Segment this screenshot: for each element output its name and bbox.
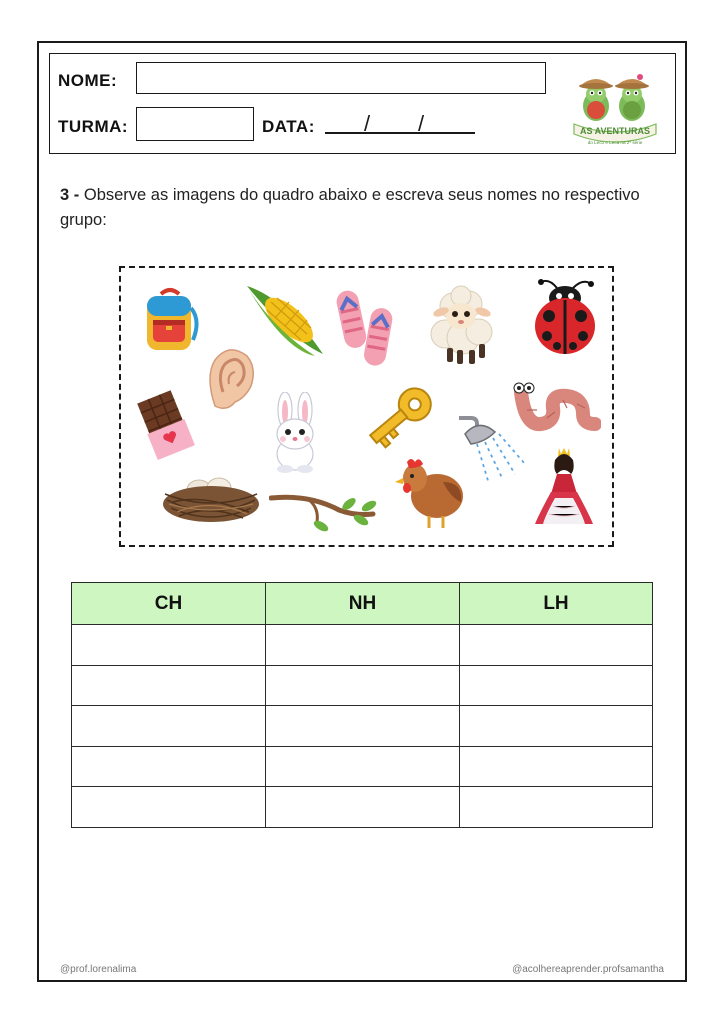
exercise-instruction: [60, 183, 660, 233]
rabbit-icon: [263, 392, 327, 474]
answer-cell-lh[interactable]: [460, 665, 653, 706]
date-label: DATA:: [262, 117, 315, 136]
date-field[interactable]: [325, 132, 475, 134]
table-row: [72, 787, 653, 828]
instruction-text: Observe as imagens do quadro abaixo e escreva seus nomes no respectivo grupo:: [60, 186, 640, 229]
adventures-logo: [572, 60, 658, 150]
table-row: [72, 746, 653, 787]
exercise-number: 3 -: [60, 186, 80, 204]
nest-icon: [159, 464, 263, 528]
class-field[interactable]: [136, 107, 254, 141]
date-slash: /: [418, 111, 425, 136]
corn-icon: [245, 280, 329, 360]
class-label: TURMA:: [58, 117, 129, 136]
answer-cell-nh[interactable]: [266, 665, 460, 706]
backpack-icon: [139, 286, 201, 352]
answer-cell-nh[interactable]: [266, 625, 460, 666]
answer-cell-nh[interactable]: [266, 706, 460, 747]
answer-cell-ch[interactable]: [72, 787, 266, 828]
column-header-ch: CH: [72, 583, 266, 625]
ladybug-icon: [527, 276, 603, 356]
footer-credit-right: @acolhereaprender.profsamantha: [512, 964, 664, 975]
logo-title: AS AVENTURAS: [579, 126, 651, 136]
answer-cell-ch[interactable]: [72, 665, 266, 706]
answer-cell-ch[interactable]: [72, 625, 266, 666]
key-icon: [361, 376, 441, 456]
table-row: [72, 625, 653, 666]
date-slash: /: [364, 111, 371, 136]
sheep-icon: [423, 284, 501, 366]
answer-cell-ch[interactable]: [72, 746, 266, 787]
flip-flops-icon: [335, 286, 399, 372]
name-field[interactable]: [136, 62, 546, 94]
ear-icon: [205, 346, 257, 416]
column-header-lh: LH: [460, 583, 653, 625]
logo-subtitle: do Leco e Leca na 2ª série: [587, 140, 643, 145]
hen-icon: [395, 452, 467, 532]
answer-cell-lh[interactable]: [460, 746, 653, 787]
queen-icon: [533, 444, 595, 528]
answer-cell-ch[interactable]: [72, 706, 266, 747]
student-info-header: [49, 53, 676, 154]
answer-cell-lh[interactable]: [460, 787, 653, 828]
answer-cell-nh[interactable]: [266, 746, 460, 787]
answer-cell-nh[interactable]: [266, 787, 460, 828]
worm-icon: [511, 378, 601, 434]
picture-board: [119, 266, 614, 547]
answer-table: [71, 582, 653, 828]
branch-icon: [269, 486, 379, 534]
chocolate-icon: [133, 386, 201, 462]
column-header-nh: NH: [266, 583, 460, 625]
answer-cell-lh[interactable]: [460, 625, 653, 666]
name-label: NOME:: [58, 71, 118, 90]
footer-credit-left: @prof.lorenalima: [60, 964, 137, 975]
table-row: [72, 665, 653, 706]
table-row: [72, 706, 653, 747]
table-header-row: [72, 583, 653, 625]
answer-cell-lh[interactable]: [460, 706, 653, 747]
